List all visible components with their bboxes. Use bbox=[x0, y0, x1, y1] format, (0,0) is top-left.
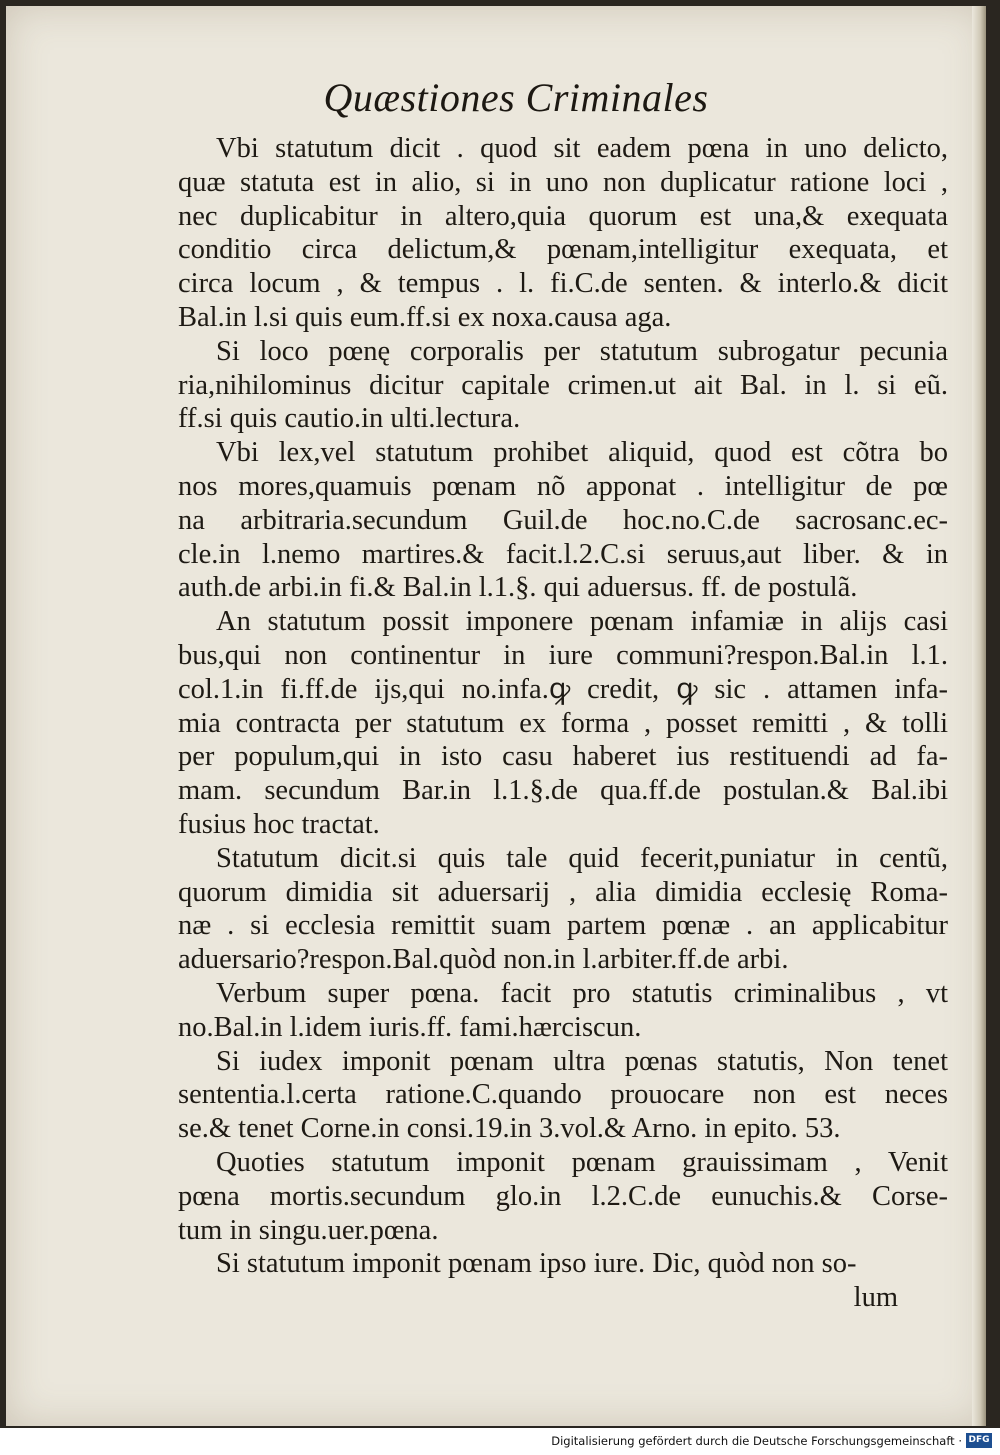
text-line: cle.in l.nemo martires.& facit.l.2.C.si seruus,aut liber. & in bbox=[178, 538, 948, 570]
text-line: fusius hoc tractat. bbox=[178, 808, 380, 840]
text-line: ff.si quis cautio.in ulti.lectura. bbox=[178, 403, 521, 435]
text-line: aduersario?respon.Bal.quòd non.in l.arbiter.ff.de arbi. bbox=[178, 944, 789, 976]
text-line: bus,qui non continentur in iure communi?respon.Bal.in l.1. bbox=[178, 639, 948, 671]
text-line: col.1.in fi.ff.de ijs,qui no.infa.ꝙ credit, ꝙ sic . attamen infa- bbox=[178, 673, 948, 705]
dfg-logo: DFG bbox=[966, 1433, 992, 1448]
text-line: Quoties statutum imponit pœnam grauissimam , Venit bbox=[216, 1146, 948, 1178]
paragraph bbox=[178, 977, 948, 1045]
footer-credit: Digitalisierung gefördert durch die Deutsche Forschungsgemeinschaft · bbox=[551, 1434, 962, 1448]
text-line: mam. secundum Bar.in l.1.§.de qua.ff.de postulan.& Bal.ibi bbox=[178, 775, 948, 807]
text-line: per populum,qui in isto casu haberet ius restituendi ad fa- bbox=[178, 741, 948, 773]
text-line: Vbi statutum dicit . quod sit eadem pœna in uno delicto, bbox=[216, 133, 948, 164]
paragraph bbox=[178, 132, 948, 335]
text-line: auth.de arbi.in fi.& Bal.in l.1.§. qui aduersus. ff. de postulã. bbox=[178, 572, 858, 604]
text-line: pœna mortis.secundum glo.in l.2.C.de eunuchis.& Corse- bbox=[178, 1180, 948, 1212]
text-line: quorum dimidia sit aduersarij , alia dimidia ecclesię Roma- bbox=[178, 876, 948, 908]
text-line: næ . si ecclesia remittit suam partem pœnæ . an applicabitur bbox=[178, 910, 948, 942]
text-line: tum in singu.uer.pœna. bbox=[178, 1214, 439, 1246]
paragraph bbox=[178, 335, 948, 436]
text-line: conditio circa delictum,& pœnam,intelligitur exequata, et bbox=[178, 234, 948, 266]
text-line: Vbi lex,vel statutum prohibet aliquid, quod est cõtra bo bbox=[216, 437, 948, 469]
footer-bar bbox=[0, 1428, 1000, 1455]
page-edge-shadow bbox=[972, 6, 986, 1426]
book-page bbox=[6, 6, 986, 1426]
text-line: circa locum , & tempus . l. fi.C.de senten. & interlo.& dicit bbox=[178, 268, 948, 300]
text-line: Verbum super pœna. facit pro statutis criminalibus , vt bbox=[216, 977, 948, 1009]
text-line: Si loco pœnę corporalis per statutum subrogatur pecunia bbox=[216, 335, 948, 367]
text-line: ria,nihilominus dicitur capitale crimen.ut ait Bal. in l. si eũ. bbox=[178, 369, 948, 401]
text-line: nec duplicabitur in altero,quia quorum est una,& exequata bbox=[178, 200, 948, 232]
paragraph bbox=[178, 842, 948, 977]
body-text bbox=[178, 132, 948, 1315]
text-line: no.Bal.in l.idem iuris.ff. fami.hærciscun. bbox=[178, 1011, 642, 1043]
text-line: nos mores,quamuis pœnam nõ apponat . intelligitur de pœ bbox=[178, 470, 948, 502]
paragraph bbox=[178, 436, 948, 605]
text-line: Si iudex imponit pœnam ultra pœnas statutis, Non tenet bbox=[216, 1045, 948, 1077]
paragraph bbox=[178, 1146, 948, 1247]
text-line: mia contracta per statutum ex forma , posset remitti , & tolli bbox=[178, 707, 948, 739]
running-header: Quæstiones Criminales bbox=[323, 75, 709, 120]
text-line: Bal.in l.si quis eum.ff.si ex noxa.causa aga. bbox=[178, 301, 672, 333]
text-line: An statutum possit imponere pœnam infamiæ in alijs casi bbox=[216, 606, 948, 638]
text-line: quæ statuta est in alio, si in uno non duplicatur ratione loci , bbox=[178, 166, 948, 198]
text-line: sententia.l.certa ratione.C.quando prouocare non est neces bbox=[178, 1079, 948, 1111]
text-line: na arbitraria.secundum Guil.de hoc.no.C.de sacrosanc.ec- bbox=[178, 504, 948, 536]
text-line: Statutum dicit.si quis tale quid fecerit,puniatur in centũ, bbox=[216, 842, 948, 874]
paragraph bbox=[178, 605, 948, 842]
catchword: lum bbox=[853, 1282, 898, 1314]
paragraph bbox=[178, 1045, 948, 1146]
text-line: se.& tenet Corne.in consi.19.in 3.vol.& Arno. in epito. 53. bbox=[178, 1113, 841, 1145]
text-line: Si statutum imponit pœnam ipso iure. Dic, quòd non so- bbox=[216, 1248, 857, 1280]
paragraph bbox=[178, 1247, 948, 1281]
